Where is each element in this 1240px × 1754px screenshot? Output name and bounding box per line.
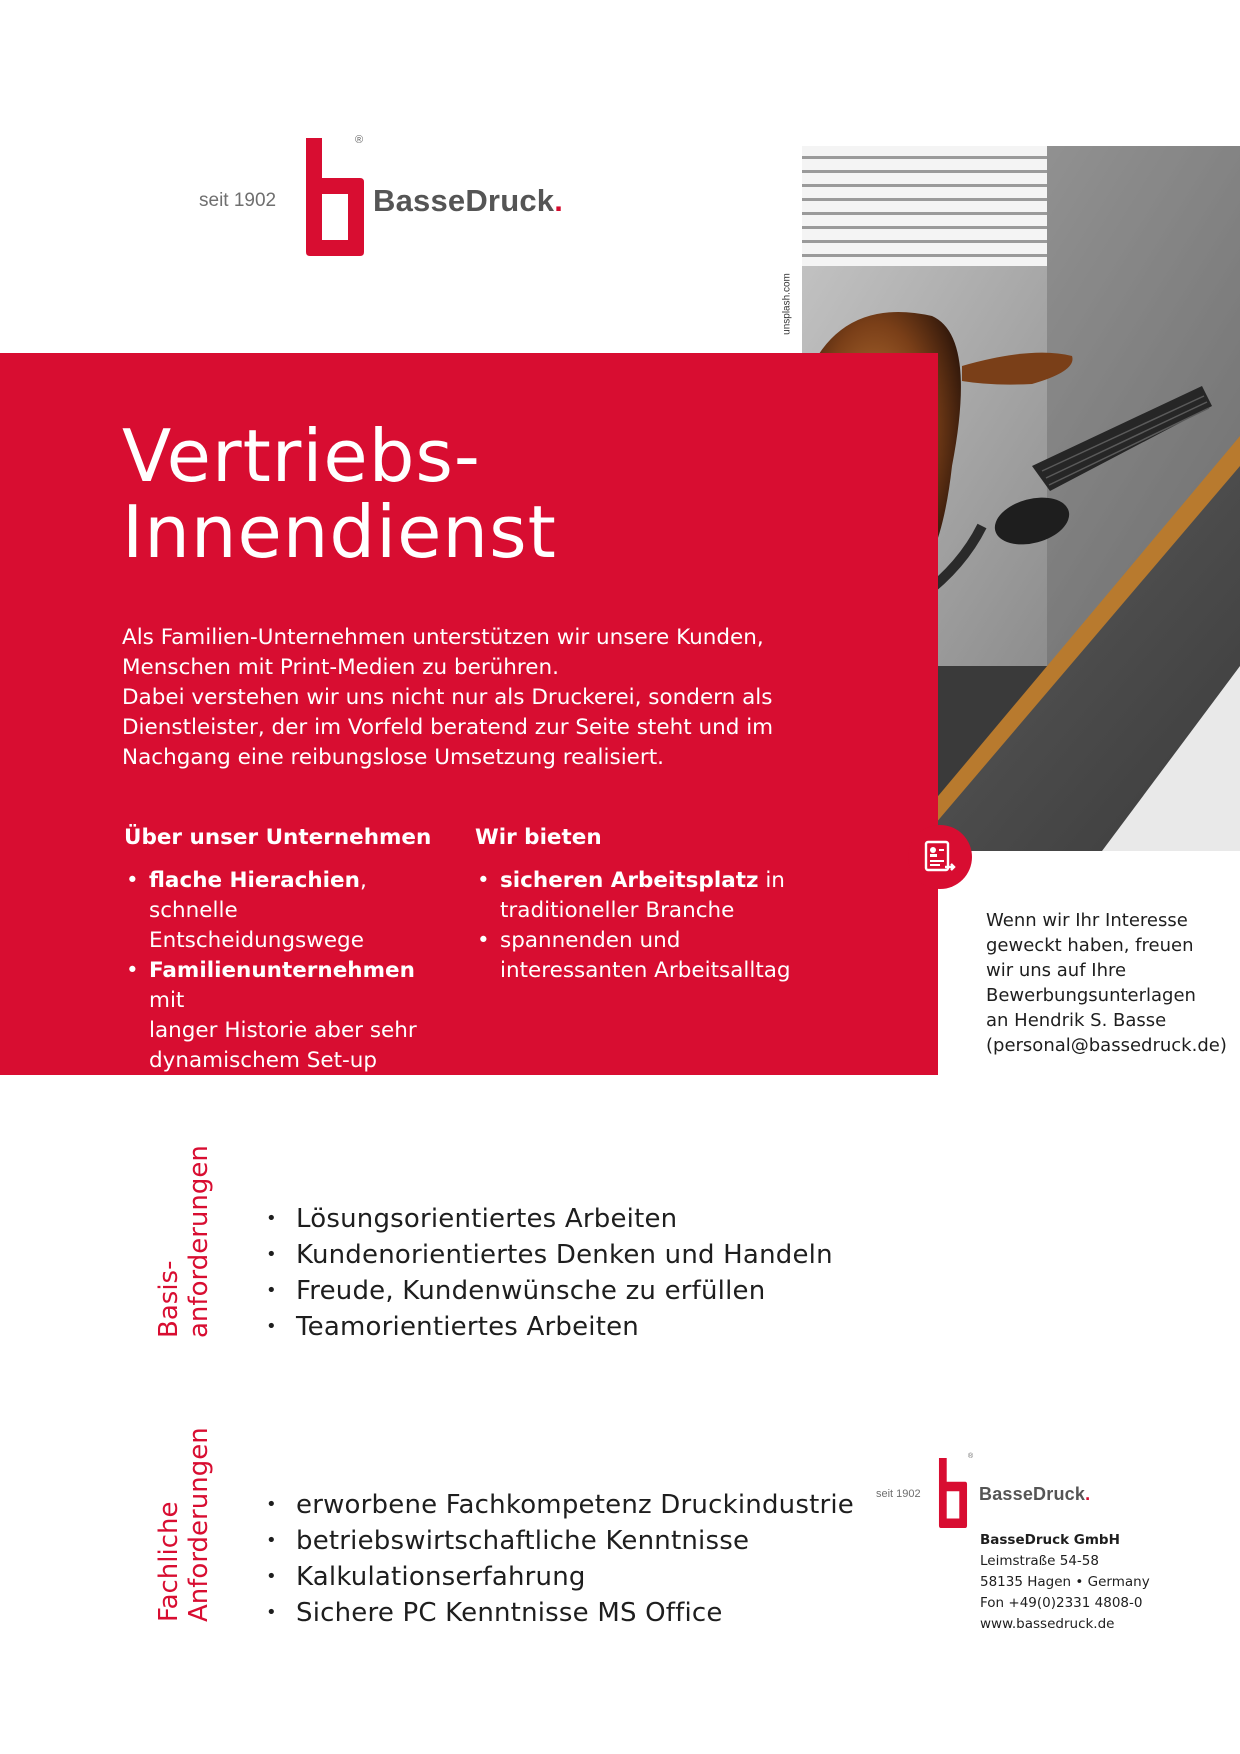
- job-title-line-1: Vertriebs-: [122, 414, 481, 498]
- list-item: • Kalkulationserfahrung: [266, 1559, 854, 1595]
- offer-heading: Wir bieten: [475, 825, 602, 850]
- application-form-icon: [908, 825, 972, 889]
- about-item-bold: flache Hierachien: [149, 868, 360, 893]
- logo-since-text: seit 1902: [876, 1488, 921, 1500]
- list-item: • Kundenorientiertes Denken und Handeln: [266, 1237, 833, 1273]
- apply-line: an Hendrik S. Basse: [986, 1010, 1167, 1031]
- list-item: [124, 956, 454, 1076]
- about-item-text: mit: [149, 988, 185, 1013]
- job-title: [122, 414, 557, 574]
- logo-wordmark: BasseDruck.: [979, 1484, 1091, 1504]
- footer-logo: [876, 1453, 1136, 1528]
- bd-monogram-icon: [304, 138, 366, 256]
- offer-item-text: traditioneller Branche: [500, 898, 735, 923]
- offer-item-text: in: [758, 868, 785, 893]
- intro-line: Dienstleister, der im Vorfeld beratend zur Seite steht und im: [122, 715, 774, 740]
- offer-list: [475, 866, 795, 986]
- list-item: • Teamorientiertes Arbeiten: [266, 1309, 833, 1345]
- registered-mark: ®: [355, 134, 364, 146]
- address-street: Leimstraße 54-58: [980, 1553, 1099, 1569]
- about-item-text: ,: [359, 868, 367, 893]
- list-item: [124, 866, 454, 956]
- list-item: • erworbene Fachkompetenz Druckindustrie: [266, 1487, 854, 1523]
- photo-credit: [780, 268, 794, 340]
- logo-since-text: seit 1902: [199, 190, 277, 211]
- intro-text: [122, 623, 782, 773]
- intro-line: Menschen mit Print-Medien zu berühren.: [122, 655, 559, 680]
- fach-label-line-2: Anforderungen: [184, 1427, 214, 1622]
- company-address: [980, 1530, 1150, 1635]
- header-logo: [199, 134, 619, 256]
- offer-section: [475, 825, 795, 986]
- about-item-bold: Familienunternehmen: [149, 958, 415, 983]
- address-city: 58135 Hagen • Germany: [980, 1574, 1150, 1590]
- application-contact-text: [986, 908, 1226, 1058]
- apply-email: (personal@bassedruck.de): [986, 1035, 1227, 1056]
- list-item: • betriebswirtschaftliche Kenntnisse: [266, 1523, 854, 1559]
- address-phone: Fon +49(0)2331 4808-0: [980, 1595, 1143, 1611]
- registered-mark: ®: [968, 1453, 974, 1460]
- basis-label-line-1: Basis-: [154, 1260, 184, 1338]
- photo-credit-text: unsplash.com: [781, 273, 793, 335]
- technical-requirements-list: [266, 1487, 854, 1631]
- list-item: • Lösungsorientiertes Arbeiten: [266, 1201, 833, 1237]
- apply-line: Wenn wir Ihr Interesse: [986, 910, 1188, 931]
- intro-line: Nachgang eine reibungslose Umsetzung realisiert.: [122, 745, 665, 770]
- apply-line: geweckt haben, freuen: [986, 935, 1194, 956]
- company-website-link[interactable]: www.bassedruck.de: [980, 1616, 1115, 1632]
- offer-item-bold: sicheren Arbeitsplatz: [500, 868, 759, 893]
- about-item-text: dynamischem Set-up: [149, 1048, 378, 1073]
- intro-line: Dabei verstehen wir uns nicht nur als Druckerei, sondern als: [122, 685, 773, 710]
- company-name: BasseDruck GmbH: [980, 1532, 1120, 1548]
- logo-wordmark: BasseDruck.: [373, 183, 564, 218]
- fach-label-line-1: Fachliche: [154, 1501, 184, 1622]
- basis-label-line-2: anforderungen: [184, 1145, 214, 1338]
- about-item-text: langer Historie aber sehr: [149, 1018, 417, 1043]
- basis-requirements-list: [266, 1201, 833, 1345]
- list-item: • Freude, Kundenwünsche zu erfüllen: [266, 1273, 833, 1309]
- intro-line: Als Familien-Unternehmen unterstützen wir unsere Kunden,: [122, 625, 764, 650]
- bd-monogram-icon: [938, 1458, 968, 1528]
- apply-line: wir uns auf Ihre: [986, 960, 1127, 981]
- about-company-heading: Über unser Unternehmen: [124, 825, 432, 850]
- list-item: [475, 866, 795, 926]
- job-title-line-2: Innendienst: [122, 490, 557, 574]
- list-item: [475, 926, 795, 986]
- offer-item-text: interessanten Arbeitsalltag: [500, 958, 791, 983]
- offer-item-text: • spannenden und: [500, 928, 681, 953]
- about-company-section: [124, 825, 454, 1076]
- list-item: • Sichere PC Kenntnisse MS Office: [266, 1595, 854, 1631]
- red-content-panel: [0, 353, 938, 1075]
- about-item-text: schnelle Entscheidungswege: [149, 898, 364, 953]
- apply-line: Bewerbungsunterlagen: [986, 985, 1196, 1006]
- about-company-list: [124, 866, 454, 1076]
- document-arrow-icon: [923, 840, 957, 874]
